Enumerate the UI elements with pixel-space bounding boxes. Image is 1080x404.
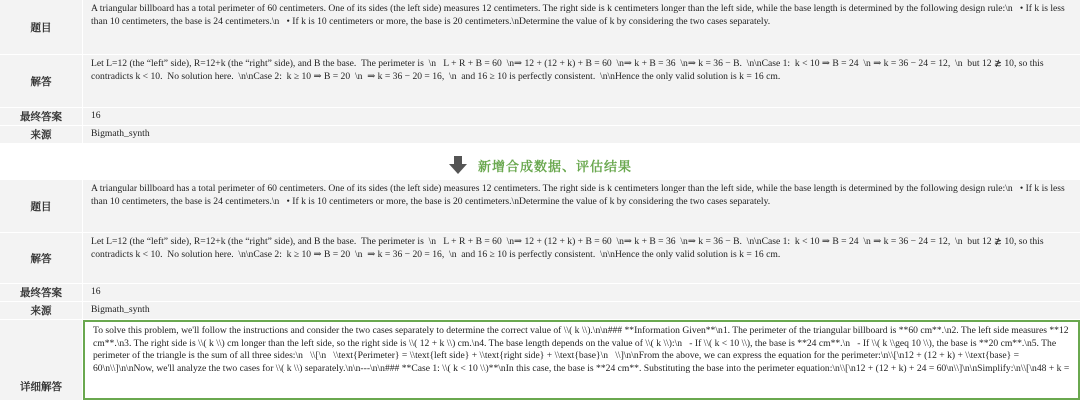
down-arrow-icon [448,155,468,175]
answer-label: 解答 [0,233,82,283]
final-answer-label: 最终答案 [0,108,82,125]
detailed-solution-row [0,320,1080,401]
divider-caption: 新增合成数据、评估结果 [477,159,632,175]
question-label: 题目 [0,0,82,54]
section-divider [0,152,1080,178]
question-label: 题目 [0,180,82,232]
detailed-solution-text: To solve this problem, we'll follow the instructions and consider the two cases separately to determine the correct value of \\( k \\).\n\n### **Information Given**\n1. The perimeter of the triangular billboard is **60 cm**.\n2. The left side measures **12 cm**.\n3. The right side is \\( k \\) cm longer than the left side, so the right side is \\( 12 + k \\) cm.\n4. The base length depends on the value of \\( k \\):\n - If \\( k < 10 \\), the base is **24 cm**.\n - If \\( k \\geq 10 \\), the base is **20 cm**.\n5. The perimeter of the triangle is the sum of all three sides:\n \\[\n \\text{Perimeter} = \\text{left side} + \\text{right side} + \\text{base}\n \\]\n\nFrom the above, we can express the equation for the perimeter:\n\\[\n12 + (12 + k) + \\text{base} = 60\n\\]\n\nNow, we'll analyze the two cases for \\( k \\) separately.\n\n---\n\n### **Case 1: \\( k < 10 \\)**\nIn this case, the base is **24 cm**. Substituting the base into the perimeter equation:\n\\[\n12 + (12 + k) + 24 = 60\n\\]\n\nSimplify:\n\\[\n48 + k = [83,320,1080,400]
final-answer-row [0,108,1080,126]
final-answer-value: 16 [83,284,1080,301]
original-record-table [0,0,1080,144]
detailed-solution-label: 详细解答 [0,320,82,400]
source-label: 来源 [0,302,82,319]
source-value: Bigmath_synth [83,302,1080,319]
answer-text: Let L=12 (the “left” side), R=12+k (the “right” side), and B the base. The perimeter is \n L + R + B = 60 \n⇒ 12 + (12 + k) + B = 60 \n⇒ k + B = 36 \n⇒ k = 36 − B. \n\nCase 1: k < 10 ⇒ B = 24 \n ⇒ k = 36 − 24 = 12, \n but 12 ≵ 10, so this contradicts k < 10. No solution here. \n\nCase 2: k ≥ 10 ⇒ B = 20 \n ⇒ k = 36 − 20 = 16, \n and 16 ≥ 10 is perfectly consistent. \n\nHence the only valid solution is k = 16 cm. [83,233,1080,283]
question-text: A triangular billboard has a total perimeter of 60 centimeters. One of its sides (the left side) measures 12 centimeters. The right side is k centimeters longer than the left side, while the base length is determined by the following design rule:\n • If k is less than 10 centimeters, the base is 24 centimeters.\n • If k is 10 centimeters or more, the base is 20 centimeters.\nDetermine the value of k by considering the two cases separately. [83,180,1080,232]
answer-text: Let L=12 (the “left” side), R=12+k (the “right” side), and B the base. The perimeter is \n L + R + B = 60 \n⇒ 12 + (12 + k) + B = 60 \n⇒ k + B = 36 \n⇒ k = 36 − B. \n\nCase 1: k < 10 ⇒ B = 24 \n ⇒ k = 36 − 24 = 12, \n but 12 ≵ 10, so this contradicts k < 10. No solution here. \n\nCase 2: k ≥ 10 ⇒ B = 20 \n ⇒ k = 36 − 20 = 16, \n and 16 ≥ 10 is perfectly consistent. \n\nHence the only valid solution is k = 16 cm. [83,55,1080,107]
augmented-record-table [0,180,1080,401]
answer-row [0,233,1080,284]
question-text: A triangular billboard has a total perimeter of 60 centimeters. One of its sides (the left side) measures 12 centimeters. The right side is k centimeters longer than the left side, while the base length is determined by the following design rule:\n • If k is less than 10 centimeters, the base is 24 centimeters.\n • If k is 10 centimeters or more, the base is 20 centimeters.\nDetermine the value of k by considering the two cases separately. [83,0,1080,54]
source-label: 来源 [0,126,82,143]
final-answer-row [0,284,1080,302]
answer-label: 解答 [0,55,82,107]
source-row [0,126,1080,144]
final-answer-value: 16 [83,108,1080,125]
source-value: Bigmath_synth [83,126,1080,143]
question-row [0,180,1080,233]
final-answer-label: 最终答案 [0,284,82,301]
source-row [0,302,1080,320]
answer-row [0,55,1080,108]
question-row [0,0,1080,55]
